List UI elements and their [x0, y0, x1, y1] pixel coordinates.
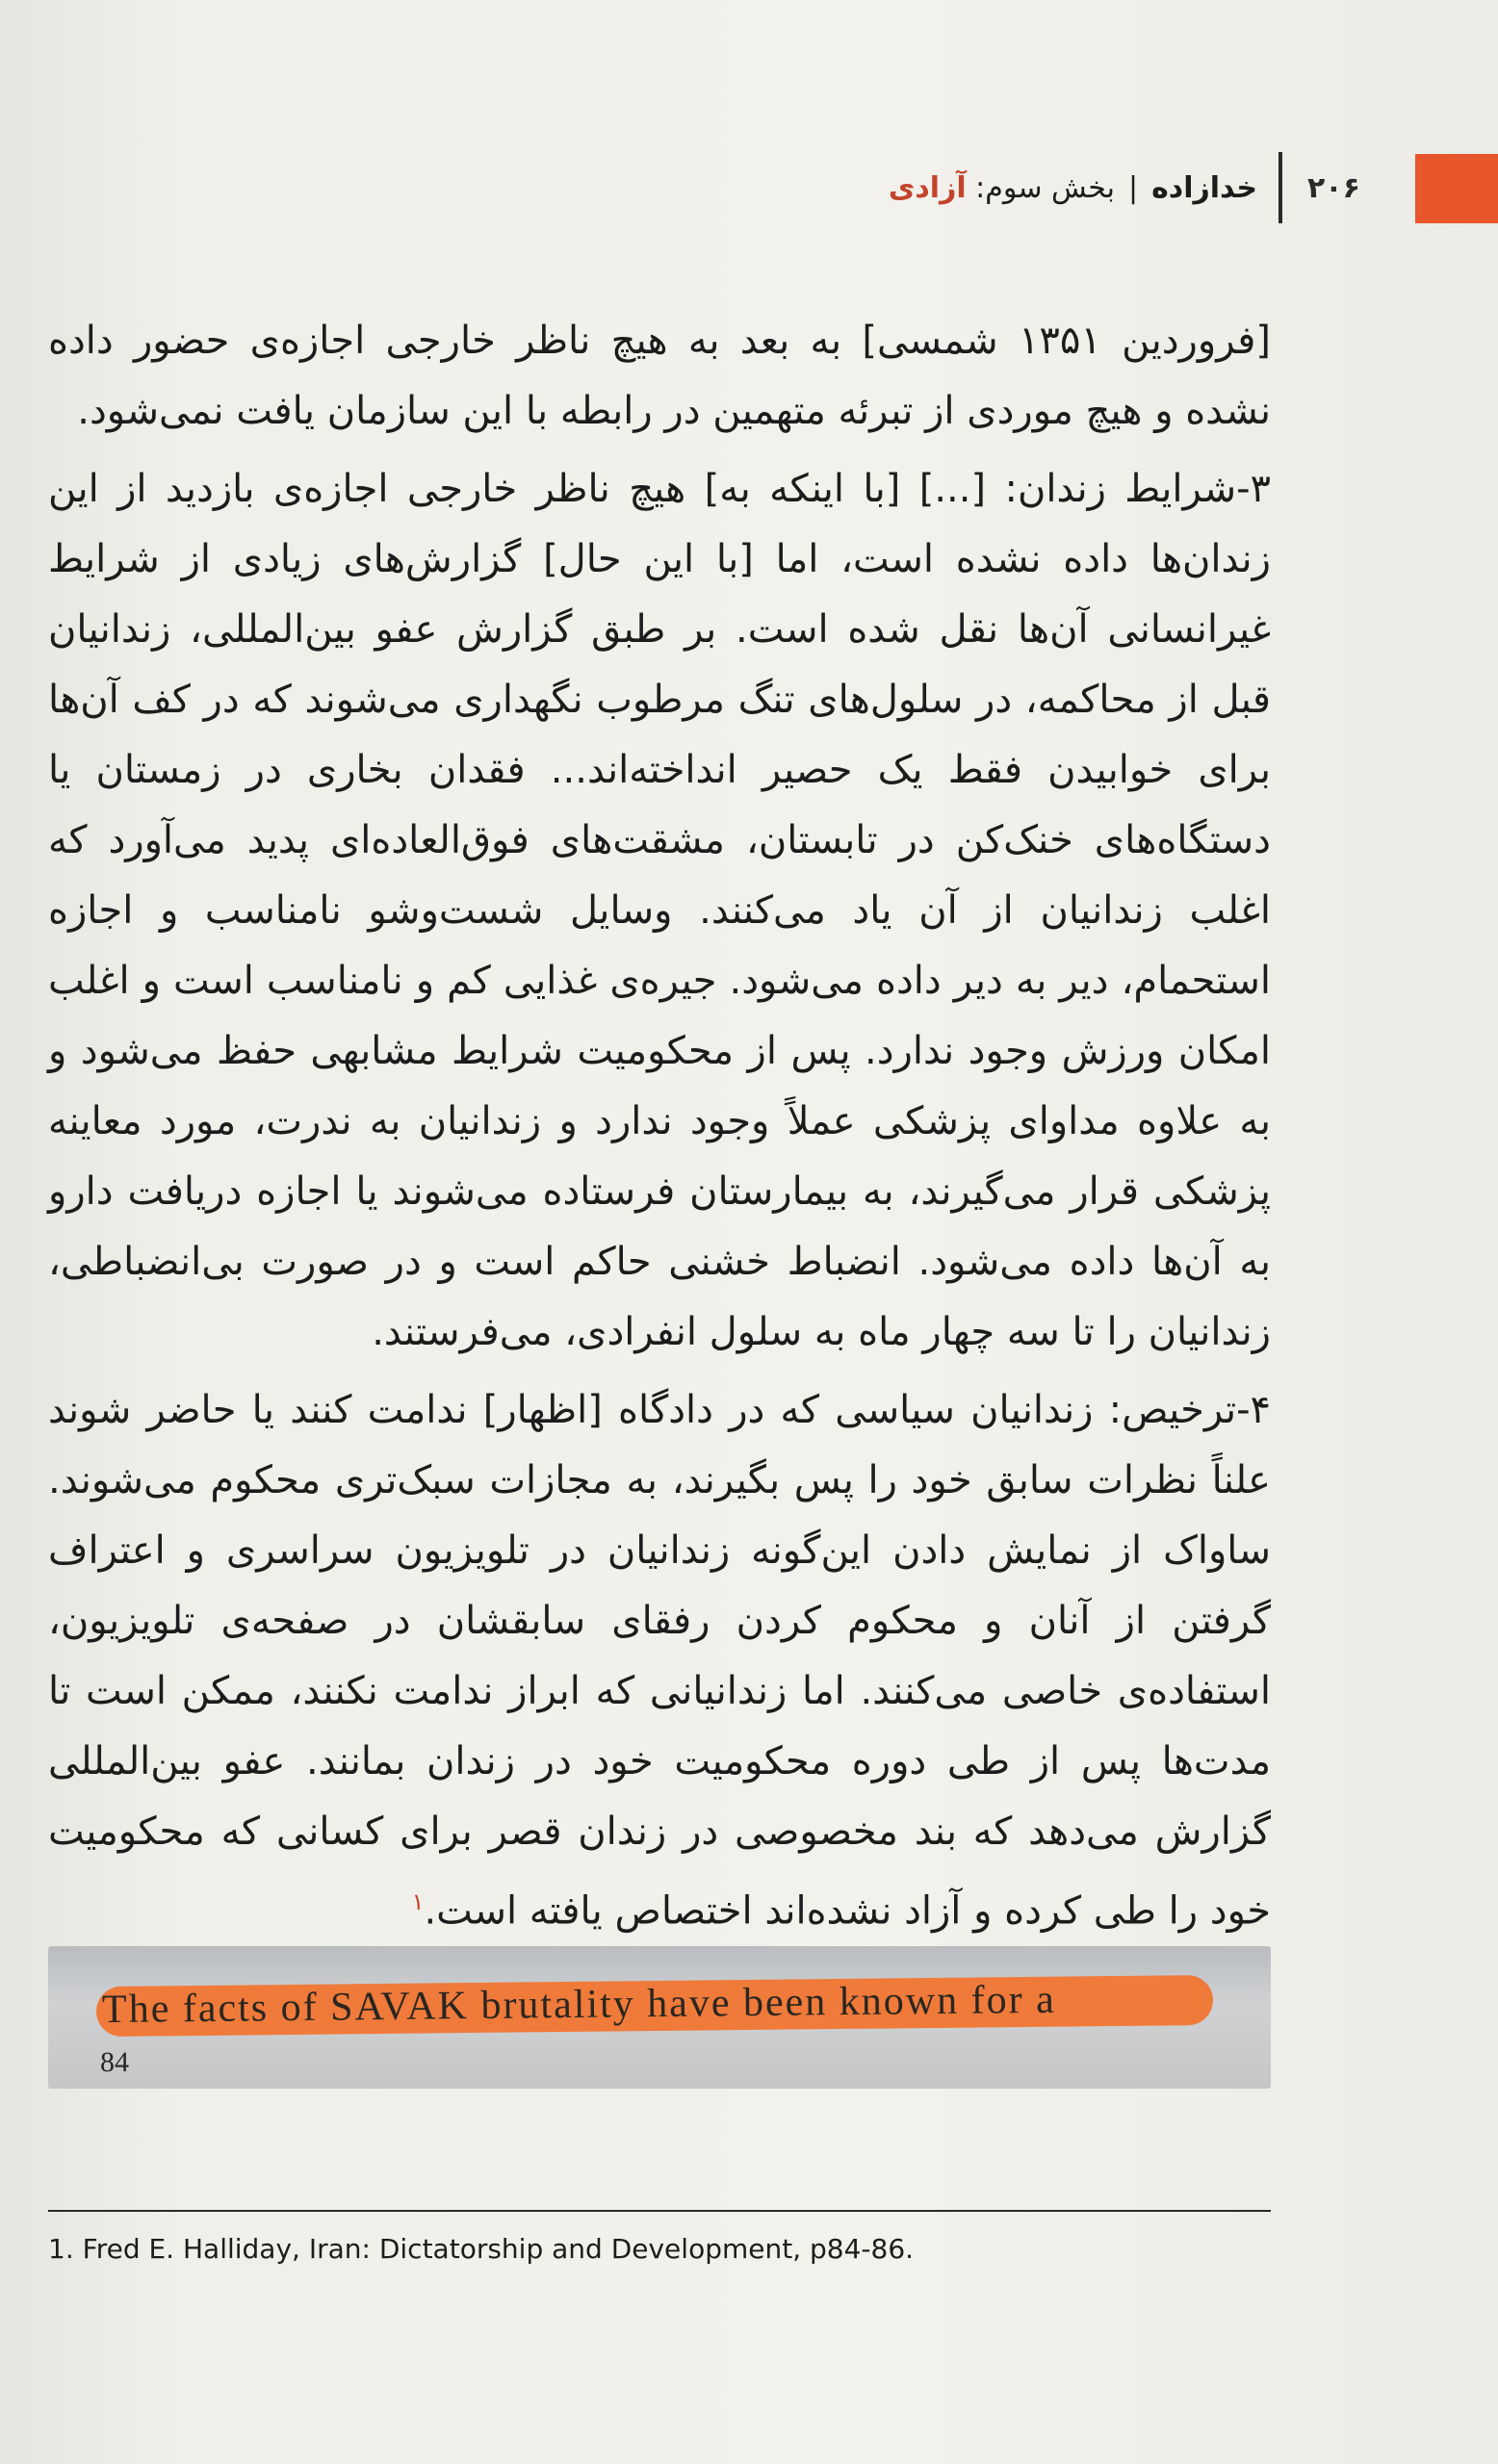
scanned-page-number: 84	[100, 2046, 129, 2078]
footnote-text: Fred E. Halliday, Iran: Dictatorship and Development, p84-86.	[82, 2233, 915, 2265]
paragraph-text: ۴-ترخیص: زندانیان سیاسی که در دادگاه [اظهار] ندامت کنند یا حاضر شوند علناً نظرات سابق خود را پس بگیرند، به مجازات سبک‌تری محکوم می‌شوند. ساواک از نمایش دادن این‌گونه زندانیان در تلویزیون سراسری و اعتراف گرفتن از آنان و محکوم کردن رفقای سابقشان در صفحه‌ی تلویزیون، استفاده‌ی خاصی می‌کنند. اما زندانیانی که ابراز ندامت نکنند، ممکن است تا مدت‌ها پس از طی دوره محکومیت خود در زندان بمانند. عفو بین‌المللی گزارش می‌دهد که بند مخصوصی در زندان قصر برای کسانی که محکومیت خود را طی کرده و آزاد نشده‌اند اختصاص یافته است.	[48, 1388, 1271, 1934]
paragraph: ۳-شرایط زندان: [...] [با اینکه به] هیچ ناظر خارجی اجازه‌ی بازدید از این زندان‌ها داده نشده است، اما [با این حال] گزارش‌های زیادی از شرایط غیرانسانی آن‌ها نقل شده است. بر طبق گزارش عفو بین‌المللی، زندانیان قبل از محاکمه، در سلول‌های تنگ مرطوب نگهداری می‌شوند که در کف آن‌ها برای خوابیدن فقط یک حصیر انداخته‌اند... فقدان بخاری در زمستان یا دستگاه‌های خنک‌کن در تابستان، مشقت‌های فوق‌العاده‌ای پدید می‌آورد که اغلب زندانیان از آن یاد می‌کنند. وسایل شست‌وشو نامناسب و اجازه استحمام، دیر به دیر داده می‌شود. جیره‌ی غذایی کم و نامناسب است و اغلب امکان ورزش وجود ندارد. پس از محکومیت شرایط مشابهی حفظ می‌شود و به علاوه مداوای پزشکی عملاً وجود ندارد و زندانیان به ندرت، مورد معاینه پزشکی قرار می‌گیرند، به بیمارستان فرستاده می‌شوند یا اجازه دریافت دارو به آن‌ها داده می‌شود. انضباط خشنی حاکم است و در صورت بی‌انضباطی، زندانیان را تا سه چهار ماه به سلول انفرادی، می‌فرستند.	[48, 467, 1271, 1354]
footnote	[48, 2233, 1271, 2265]
scanned-excerpt	[48, 1946, 1271, 2089]
scanned-text-line: The facts of SAVAK brutality have been known for a	[101, 1977, 1056, 2033]
section-label: بخش سوم:	[966, 171, 1115, 205]
chapter-tab	[1415, 154, 1498, 223]
paragraph: [فروردین ۱۳۵۱ شمسی] به بعد به هیچ ناظر خارجی اجازه‌ی حضور داده نشده و هیچ موردی از تبرئه متهمین در رابطه با این سازمان یافت نمی‌شود.	[48, 319, 1271, 433]
footnote-number: 1.	[48, 2233, 74, 2265]
page-number: ۲۰۶	[1307, 171, 1360, 205]
body-text	[48, 306, 1271, 1954]
author-name: خدازاده	[1151, 171, 1257, 205]
paragraph	[48, 1375, 1271, 1946]
footnote-divider	[48, 2210, 1271, 2212]
footnote-marker: ۱	[411, 1888, 425, 1915]
running-head	[889, 171, 1257, 205]
running-head-separator: |	[1127, 171, 1139, 205]
part-title: آزادی	[888, 171, 967, 205]
header-divider	[1278, 152, 1282, 223]
